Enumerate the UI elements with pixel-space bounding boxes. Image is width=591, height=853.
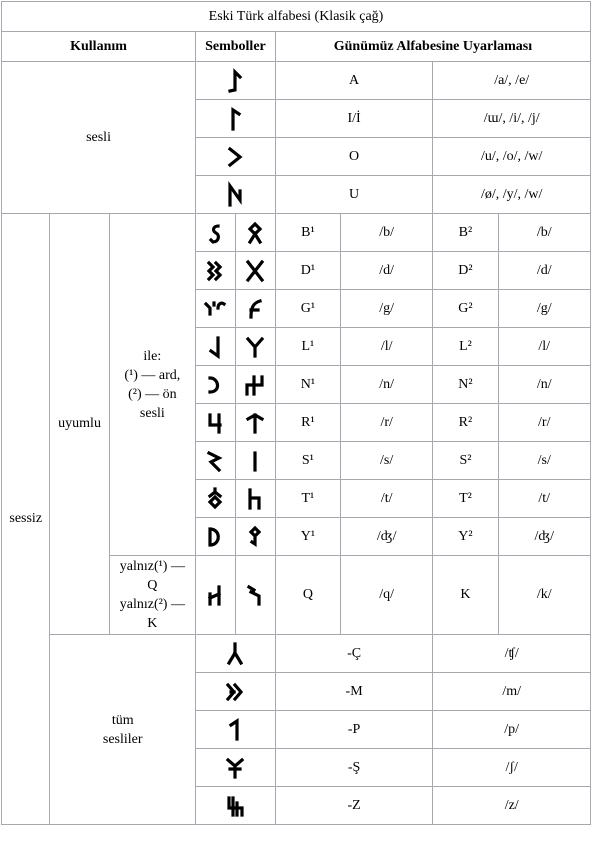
sound-back: /b/	[340, 214, 432, 252]
sound-back: /s/	[340, 442, 432, 480]
letter-back: N¹	[275, 366, 340, 404]
rune-a-icon	[196, 62, 276, 100]
letter-back: S¹	[275, 442, 340, 480]
vowel-letter: I/İ	[275, 100, 433, 138]
rune-d1-icon	[196, 252, 236, 290]
letter-front: K	[433, 556, 498, 635]
rune-u-icon	[196, 176, 276, 214]
table-caption: Eski Türk alfabesi (Klasik çağ)	[2, 2, 591, 32]
sound-back: /d/	[340, 252, 432, 290]
vowel-letter: O	[275, 138, 433, 176]
sound-back: /l/	[340, 328, 432, 366]
neutral-sound: /ʧ/	[433, 635, 591, 673]
rune-s1-icon	[196, 442, 236, 480]
vowel-sound: /u/, /o/, /w/	[433, 138, 591, 176]
letter-front: Y²	[433, 518, 498, 556]
sound-front: /d/	[498, 252, 591, 290]
neutral-sound: /m/	[433, 673, 591, 711]
rune-s2-icon	[235, 442, 275, 480]
rune-l1-icon	[196, 328, 236, 366]
vowel-label: sesli	[2, 62, 196, 214]
letter-front: S²	[433, 442, 498, 480]
alphabet-table	[1, 1, 591, 825]
letter-front: T²	[433, 480, 498, 518]
sound-front: /l/	[498, 328, 591, 366]
neutral-letter: -Z	[275, 787, 433, 825]
consonant-label: sessiz	[2, 214, 50, 825]
sound-back: /t/	[340, 480, 432, 518]
vowel-harmony-note: ile: (¹) — ard, (²) — ön sesli	[109, 214, 195, 556]
rune-t2-icon	[235, 480, 275, 518]
usage-header: Kullanım	[2, 32, 196, 62]
letter-front: G²	[433, 290, 498, 328]
letter-back: L¹	[275, 328, 340, 366]
sound-front: /n/	[498, 366, 591, 404]
rune-m-icon	[196, 673, 276, 711]
rune-t1-icon	[196, 480, 236, 518]
letter-front: L²	[433, 328, 498, 366]
letter-front: R²	[433, 404, 498, 442]
letter-front: N²	[433, 366, 498, 404]
qk-note: yalnız(¹) — Q yalnız(²) — K	[109, 556, 195, 635]
sound-front: /ʤ/	[498, 518, 591, 556]
rune-n2-icon	[235, 366, 275, 404]
sound-front: /k/	[498, 556, 591, 635]
vowel-sound: /ɯ/, /i/, /j/	[433, 100, 591, 138]
sound-back: /g/	[340, 290, 432, 328]
neutral-letter: -M	[275, 673, 433, 711]
rune-b2-icon	[235, 214, 275, 252]
rune-y1-icon	[196, 518, 236, 556]
letter-back: T¹	[275, 480, 340, 518]
rune-r1-icon	[196, 404, 236, 442]
rune-d2-icon	[235, 252, 275, 290]
rune-n1-icon	[196, 366, 236, 404]
rune-g2-icon	[235, 290, 275, 328]
adaptation-header: Günümüz Alfabesine Uyarlaması	[275, 32, 590, 62]
sound-back: /n/	[340, 366, 432, 404]
rune-o-icon	[196, 138, 276, 176]
letter-back: R¹	[275, 404, 340, 442]
sound-front: /g/	[498, 290, 591, 328]
neutral-letter: -Ş	[275, 749, 433, 787]
neutral-sound: /z/	[433, 787, 591, 825]
sound-front: /b/	[498, 214, 591, 252]
letter-back: G¹	[275, 290, 340, 328]
letter-back: B¹	[275, 214, 340, 252]
letter-front: D²	[433, 252, 498, 290]
rune-ch-icon	[196, 635, 276, 673]
letter-back: D¹	[275, 252, 340, 290]
neutral-letter: -P	[275, 711, 433, 749]
neutral-note: tüm sesliler	[50, 635, 196, 825]
sound-back: /ʤ/	[340, 518, 432, 556]
sound-back: /q/	[340, 556, 432, 635]
letter-back: Y¹	[275, 518, 340, 556]
neutral-sound: /p/	[433, 711, 591, 749]
rune-b1-icon	[196, 214, 236, 252]
sound-back: /r/	[340, 404, 432, 442]
vowel-sound: /a/, /e/	[433, 62, 591, 100]
rune-l2-icon	[235, 328, 275, 366]
letter-back: Q	[275, 556, 340, 635]
sound-front: /r/	[498, 404, 591, 442]
rune-y2-icon	[235, 518, 275, 556]
symbols-header: Semboller	[196, 32, 276, 62]
vowel-sound: /ø/, /y/, /w/	[433, 176, 591, 214]
rune-i-icon	[196, 100, 276, 138]
rune-z-icon	[196, 787, 276, 825]
neutral-sound: /ʃ/	[433, 749, 591, 787]
sound-front: /s/	[498, 442, 591, 480]
letter-front: B²	[433, 214, 498, 252]
neutral-letter: -Ç	[275, 635, 433, 673]
rune-g1-icon	[196, 290, 236, 328]
vowel-letter: U	[275, 176, 433, 214]
rune-q-icon	[196, 556, 236, 635]
rune-r2-icon	[235, 404, 275, 442]
sound-front: /t/	[498, 480, 591, 518]
harmonic-label: uyumlu	[50, 214, 109, 635]
rune-sh-icon	[196, 749, 276, 787]
vowel-letter: A	[275, 62, 433, 100]
rune-p-icon	[196, 711, 276, 749]
rune-k-icon	[235, 556, 275, 635]
